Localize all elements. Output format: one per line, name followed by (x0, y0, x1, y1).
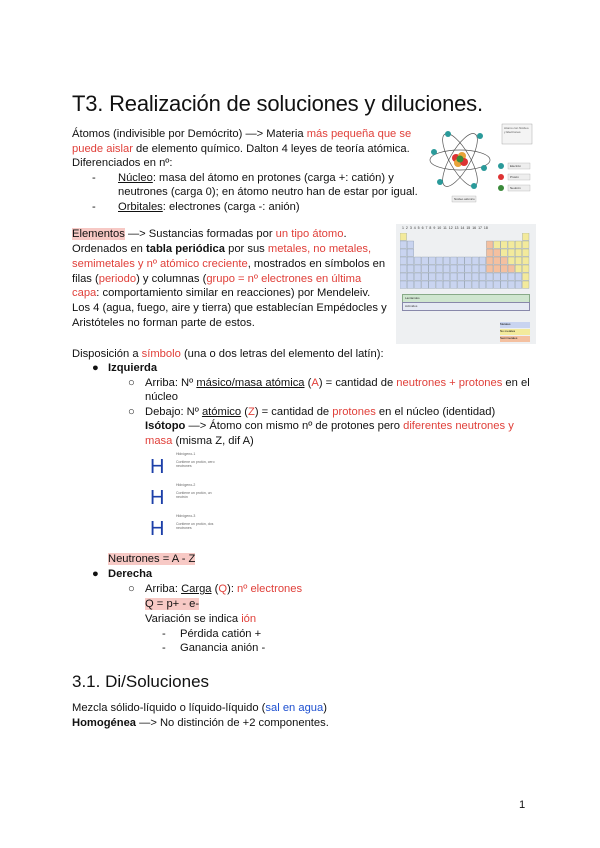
element-cell (479, 273, 486, 280)
group-numbers: 1 2 3 4 5 6 7 8 9 10 11 12 13 14 15 16 17 18 (402, 226, 488, 230)
actinides-label: Actínidos (405, 304, 418, 308)
element-cell (450, 281, 457, 288)
element-cell (472, 265, 479, 272)
element-cell (400, 281, 407, 288)
element-cell (450, 273, 457, 280)
element-cell (414, 273, 421, 280)
bullet-dash: - (92, 201, 96, 213)
atom-diagram (422, 122, 534, 207)
nucleo-item-cont: neutrones (carga 0); en átomo neutro han de estar por igual. (118, 186, 418, 198)
bullet-circle: ○ (128, 377, 135, 389)
element-cell (522, 273, 529, 280)
element-cell (486, 273, 493, 280)
section-line-2: Homogénea —> No distinción de +2 componentes. (72, 717, 329, 729)
isotope-symbol: H (150, 456, 165, 478)
legend-neutron: Neutrón (510, 186, 521, 190)
element-cell (429, 257, 436, 264)
bullet-circle: ○ (128, 583, 135, 595)
section-line-1: Mezcla sólido-líquido o líquido-líquido (sal en agua) (72, 702, 327, 714)
element-cell (465, 257, 472, 264)
element-cell (501, 257, 508, 264)
isotope-desc: Contiene un protón, cero neutrones (176, 460, 215, 468)
element-cell (422, 265, 429, 272)
perdida-item: Pérdida catión + (180, 628, 262, 640)
element-cell (400, 249, 407, 256)
element-cell (508, 265, 515, 272)
element-cell (422, 257, 429, 264)
periodic-grid (400, 233, 532, 291)
periodic-table-image (396, 224, 536, 344)
element-cell (486, 249, 493, 256)
element-cell (515, 281, 522, 288)
variacion-line: Variación se indica ión (145, 613, 257, 625)
isotope-desc: Contiene un protón, dos neutrones (176, 522, 214, 530)
element-cell (414, 265, 421, 272)
isotopo-line-cont: masa (misma Z, dif A) (145, 435, 254, 447)
isotope-desc: Contiene un protón, un neutrón (176, 491, 212, 499)
element-cell (429, 265, 436, 272)
element-cell (414, 281, 421, 288)
carga-line: Arriba: Carga (Q): nº electrones (145, 583, 303, 595)
element-cell (515, 257, 522, 264)
element-cell (494, 281, 501, 288)
element-cell (422, 273, 429, 280)
legend-metales: Metales (500, 322, 530, 328)
disposition-intro: Disposición a símbolo (una o dos letras del elemento del latín): (72, 348, 384, 360)
page-number: 1 (519, 799, 526, 811)
element-cell (400, 273, 407, 280)
element-cell (429, 273, 436, 280)
elements-line-1: Elementos —> Sustancias formadas por un tipo átomo. (72, 228, 347, 240)
element-cell (458, 273, 465, 280)
element-cell (472, 273, 479, 280)
legend-no-metales: No metales (500, 329, 530, 335)
elements-line-3: semimetales y nº atómico creciente, mostrados en símbolos en (72, 258, 386, 270)
element-cell (479, 257, 486, 264)
element-cell (508, 249, 515, 256)
element-cell (450, 265, 457, 272)
element-cell (443, 273, 450, 280)
bullet-dot: ● (92, 362, 99, 374)
element-cell (407, 281, 414, 288)
element-cell (501, 273, 508, 280)
element-cell (443, 265, 450, 272)
element-cell (407, 273, 414, 280)
legend-semimetales: Semimetales (500, 336, 530, 342)
isotope-symbol: H (150, 518, 165, 540)
element-cell (472, 257, 479, 264)
element-cell (494, 265, 501, 272)
bullet-circle: ○ (128, 406, 135, 418)
element-cell (522, 233, 529, 240)
orbitales-item: Orbitales: electrones (carga -: anión) (118, 201, 300, 213)
element-cell (436, 265, 443, 272)
element-cell (522, 241, 529, 248)
element-cell (414, 257, 421, 264)
element-cell (436, 281, 443, 288)
actinides-row (402, 302, 530, 311)
element-cell (407, 241, 414, 248)
isotope-symbol: H (150, 487, 165, 509)
atom-caption: Atomo con Núcleo y Electrones (504, 126, 529, 134)
element-cell (443, 257, 450, 264)
arriba-line-cont: núcleo (145, 391, 178, 403)
arriba-line: Arriba: Nº másico/masa atómica (A) = cantidad de neutrones + protones en el (145, 377, 530, 389)
ganancia-item: Ganancia anión - (180, 642, 266, 654)
isotope-name: Hidrógeno-3 (176, 514, 196, 518)
debajo-line: Debajo: Nº atómico (Z) = cantidad de protones en el núcleo (identidad) (145, 406, 496, 418)
element-cell (407, 257, 414, 264)
element-cell (508, 273, 515, 280)
element-cell (522, 257, 529, 264)
isotope-name: Hidrógeno-2 (176, 483, 196, 487)
atoms-line-1: Átomos (indivisible por Demócrito) —> Materia más pequeña que se (72, 128, 412, 140)
section-title: 3.1. Di/Soluciones (72, 672, 210, 691)
elements-line-7: Aristóteles no forman parte de estos. (72, 317, 255, 329)
element-cell (501, 265, 508, 272)
neutrones-formula: Neutrones = A - Z (108, 553, 196, 565)
izquierda-title: Izquierda (108, 362, 158, 374)
element-cell (515, 273, 522, 280)
element-cell (486, 241, 493, 248)
element-cell (494, 249, 501, 256)
page-title: T3. Realización de soluciones y diluciones. (72, 91, 483, 116)
bullet-dash: - (162, 628, 166, 640)
element-cell (458, 257, 465, 264)
element-cell (494, 257, 501, 264)
element-cell (400, 265, 407, 272)
element-cell (450, 257, 457, 264)
elements-line-5: capa: comportamiento similar en reacciones) por Mendeleiv. (72, 287, 371, 299)
element-cell (436, 273, 443, 280)
element-cell (400, 257, 407, 264)
element-cell (515, 249, 522, 256)
element-cell (443, 281, 450, 288)
element-cell (522, 265, 529, 272)
element-cell (508, 257, 515, 264)
element-cell (458, 281, 465, 288)
element-cell (501, 241, 508, 248)
element-cell (407, 265, 414, 272)
element-cell (486, 281, 493, 288)
element-cell (494, 273, 501, 280)
bullet-dot: ● (92, 568, 99, 580)
element-cell (407, 249, 414, 256)
element-cell (400, 233, 407, 240)
q-formula: Q = p+ - e- (145, 598, 200, 610)
isotope-name: Hidrógeno-1 (176, 452, 196, 456)
isotopo-line: Isótopo —> Átomo con mismo nº de protones pero diferentes neutrones y (145, 420, 514, 432)
legend-electron: Electrón (510, 164, 522, 168)
element-cell (501, 249, 508, 256)
lanthanides-label: Lantánidos (405, 296, 420, 300)
element-cell (465, 273, 472, 280)
element-cell (458, 265, 465, 272)
element-cell (436, 257, 443, 264)
element-cell (515, 241, 522, 248)
derecha-title: Derecha (108, 568, 153, 580)
element-cell (522, 249, 529, 256)
element-cell (472, 281, 479, 288)
element-cell (501, 281, 508, 288)
elements-line-4: filas (periodo) y columnas (grupo = nº electrones en última (72, 273, 362, 285)
element-cell (486, 265, 493, 272)
nucleo-item: Núcleo: masa del átomo en protones (carga +: catión) y (118, 172, 394, 184)
element-cell (522, 281, 529, 288)
element-cell (494, 241, 501, 248)
element-cell (400, 241, 407, 248)
nucleus-caption: Núcleo atómico (454, 197, 475, 201)
atoms-line-3: Diferenciados en nº: (72, 157, 173, 169)
bullet-dash: - (92, 172, 96, 184)
bullet-dash: - (162, 642, 166, 654)
element-cell (508, 241, 515, 248)
element-cell (465, 265, 472, 272)
isotopes-image (146, 450, 226, 546)
element-cell (479, 265, 486, 272)
element-cell (479, 281, 486, 288)
element-cell (429, 281, 436, 288)
element-cell (486, 257, 493, 264)
atoms-line-2: puede aislar de elemento químico. Dalton 4 leyes de teoría atómica. (72, 143, 410, 155)
element-cell (422, 281, 429, 288)
elements-line-6: Los 4 (agua, fuego, aire y tierra) que establecían Empédocles y (72, 302, 387, 314)
element-cell (515, 265, 522, 272)
element-cell (508, 281, 515, 288)
legend-proton: Protón (510, 175, 519, 179)
element-cell (465, 281, 472, 288)
elements-line-2: Ordenados en tabla periódica por sus metales, no metales, (72, 243, 372, 255)
